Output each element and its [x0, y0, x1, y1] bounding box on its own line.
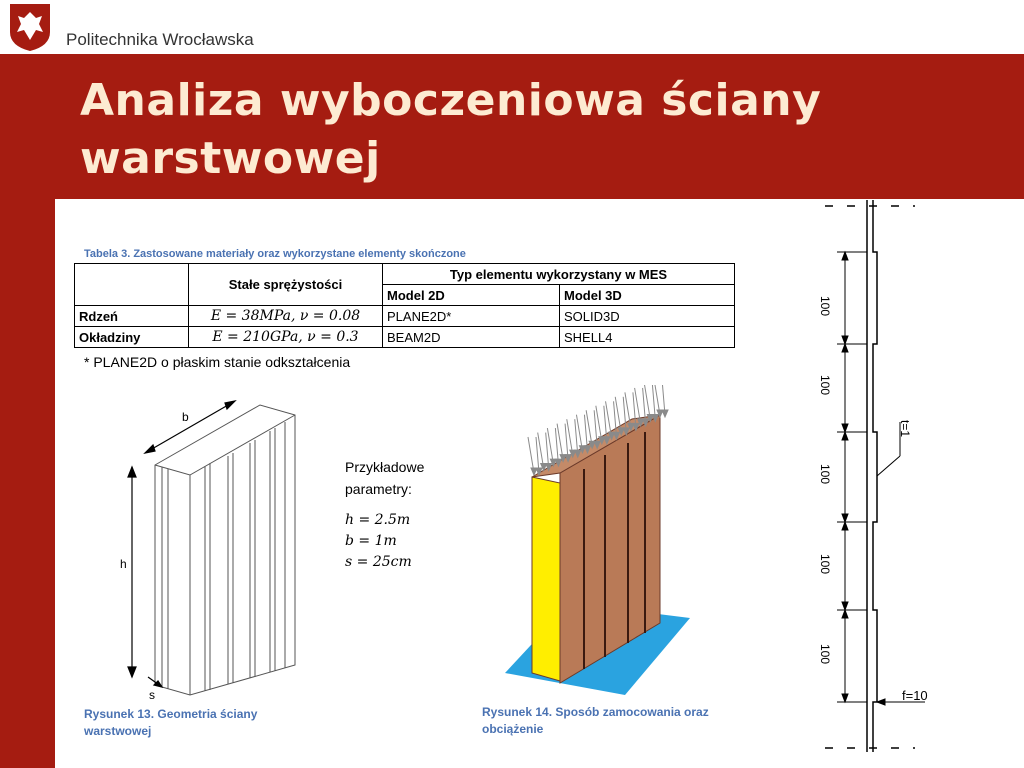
header-model-2d: Model 2D	[383, 285, 560, 306]
example-parameters	[345, 456, 424, 573]
figure-13-caption	[84, 706, 257, 740]
label-s: s	[149, 688, 155, 702]
load-arrow-head	[662, 410, 668, 417]
table-caption: Tabela 3. Zastosowane materiały oraz wykorzystane elementy skończone	[84, 248, 466, 260]
facing-label: f=10	[902, 688, 928, 703]
university-name: Politechnika Wrocławska	[66, 30, 254, 49]
row-model-3d: SOLID3D	[560, 306, 735, 327]
figure-13-caption-line-2: warstwowej	[84, 724, 152, 738]
table-corner-cell	[75, 264, 189, 306]
figure-14-caption-line-1: Rysunek 14. Sposób zamocowania oraz	[482, 705, 709, 719]
header-elastic-constants: Stałe sprężystości	[189, 264, 383, 306]
left-accent-band	[0, 54, 55, 768]
slide-title	[80, 72, 980, 188]
dimension-label: 100	[818, 296, 832, 317]
header-element-type: Typ elementu wykorzystany w MES	[383, 264, 735, 285]
param-s: s = 25cm	[345, 554, 412, 570]
fem-model-drawing	[500, 385, 700, 695]
header-model-3d: Model 3D	[560, 285, 735, 306]
row-model-3d: SHELL4	[560, 327, 735, 348]
table-row	[75, 327, 735, 348]
figure-13-caption-line-1: Rysunek 13. Geometria ściany	[84, 707, 258, 721]
core-side	[532, 477, 560, 681]
row-model-2d: BEAM2D	[383, 327, 560, 348]
materials-table	[74, 263, 735, 348]
label-b: b	[182, 410, 189, 424]
figure-14-caption	[482, 704, 709, 738]
params-label-line-2: parametry:	[345, 481, 412, 497]
table-row	[75, 306, 735, 327]
dimension-label: 100	[818, 644, 832, 665]
row-constants: E = 210GPa, ν = 0.3	[189, 327, 383, 348]
row-model-2d: PLANE2D*	[383, 306, 560, 327]
thickness-label: t=1	[898, 420, 912, 438]
slide-title-line-2: warstwowej	[80, 133, 381, 184]
param-b: b = 1m	[345, 533, 397, 549]
dimension-label: 100	[818, 464, 832, 485]
label-h: h	[120, 557, 127, 571]
wall-geometry-drawing	[110, 395, 310, 705]
slide-title-line-1: Analiza wyboczeniowa ściany	[80, 75, 822, 126]
param-h: h = 2.5m	[345, 512, 411, 528]
cross-section-diagram	[815, 200, 935, 760]
params-label-line-1: Przykładowe	[345, 459, 425, 475]
university-logo	[8, 2, 52, 52]
dimension-label: 100	[818, 554, 832, 575]
dimension-label: 100	[818, 375, 832, 396]
row-name: Okładziny	[75, 327, 189, 348]
figure-14-caption-line-2: obciążenie	[482, 722, 544, 736]
row-name: Rdzeń	[75, 306, 189, 327]
row-constants: E = 38MPa, ν = 0.08	[189, 306, 383, 327]
table-footnote: * PLANE2D o płaskim stanie odkształcenia	[84, 354, 351, 370]
